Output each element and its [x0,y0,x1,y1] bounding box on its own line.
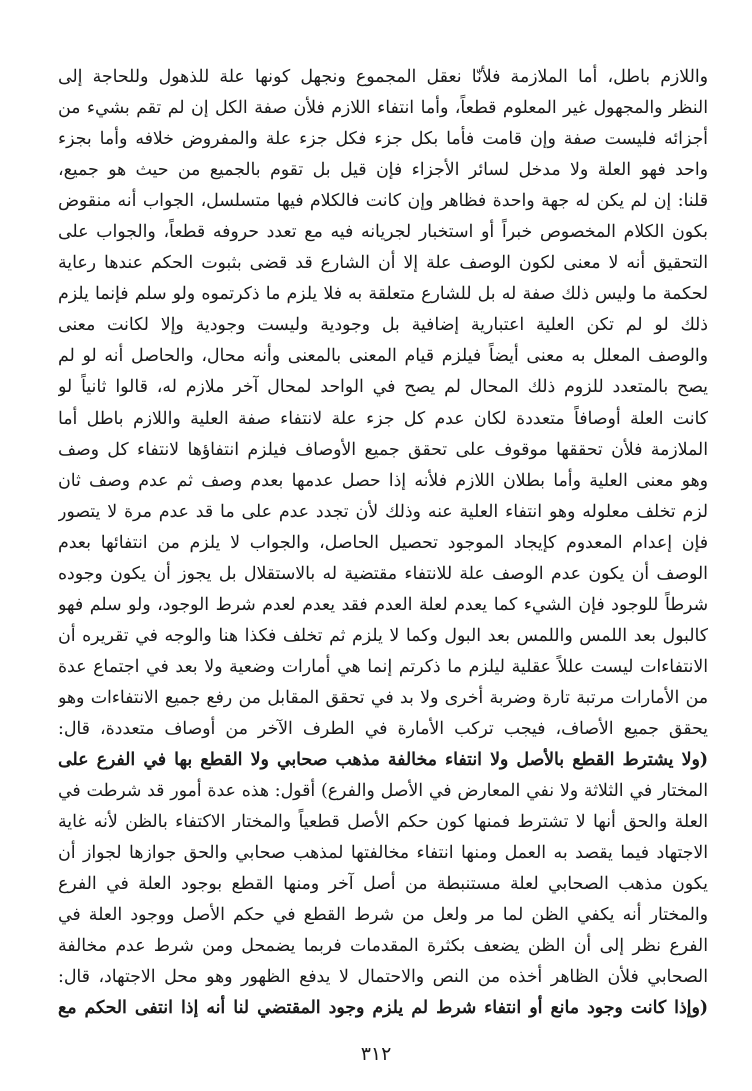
text-line: المختار في الثلاثة ولا نفي المعارض في الأصل والفرع) أقول: هذه عدة أمور قد شرطت في [58,781,708,802]
text-line: العلة والحق أنها لا تشترط فمنها كون حكم الأصل قطعياً والمختار الاكتفاء بالظن لأنه غاية [58,812,708,833]
text-line: يصح بالمتعدد للزوم ذلك المحال لم يصح في الواحد لمحال آخر ملازم له، قالوا ثانياً لو [58,377,708,398]
text-line: والمختار أنه يكفي الظن لما مر ولعل من شرط القطع في حكم الأصل ووجود العلة في [58,905,708,926]
text-line: بكون الكلام المخصوص خبراً أو استخبار لجريانه فيه مع تعدد حروفه قطعاً، والجواب على [58,222,708,243]
matn-line: (ولا يشترط القطع بالأصل ولا انتفاء مخالفة مذهب صحابي ولا القطع بها في الفرع على [58,750,708,771]
text-line: فإن إعدام المعدوم كإيجاد الموجود تحصيل الحاصل، والجواب لا يلزم من انتفائها بعدم [58,532,708,553]
text-line: وهو معنى العلية وأما بطلان اللازم فلأنه إذا حصل عدمها بعدم وصف ثم عدم وصف ثان [58,470,708,491]
text-line: ذلك لو لم تكن العلية اعتبارية إضافية بل وجودية وليست وجودية وإلا لكانت معنى [58,315,708,336]
text-line: النظر والمجهول غير المعلوم قطعاً، وأما انتفاء اللازم فلأن صفة الكل إن لم تقم بشيء من [58,98,708,119]
text-line: شرطاً للوجود فإن الشيء كما يعدم لعلة العدم فقد يعدم لعدم شرط الوجود، ولو سلم فهو [58,594,708,615]
page-body [58,62,708,1024]
text-line: أجزائه فليست صفة وإن قامت فأما بكل جزء فكل جزء علة والمفروض خلافه وأما بجزء [58,129,708,150]
text-line: كانت العلة أوصافاً متعددة لكان عدم كل جزء علة لانتفاء صفة العلية واللازم باطل أما [58,408,708,429]
text-line: التحقيق أنه لا معنى لكون الوصف علة إلا أن الشارع قد قضى بثبوت الحكم عندها رعاية [58,253,708,274]
text-line: واللازم باطل، أما الملازمة فلأنّا نعقل المجموع ونجهل كونها علة للذهول وللحاجة إلى [58,67,708,87]
text-line: من الأمارات مرتبة تارة وضربة أخرى ولا بد في تحقق المقابل من رفع جميع الانتفاءات وهو [58,687,708,708]
text-line: الوصف أن يكون عدم الوصف علة للانتفاء مقتضية له بالاستقلال بل يجوز أن يكون وجوده [58,563,708,584]
text-line: يحقق جميع الأصاف، فيجب تركب الأمارة في الطرف الآخر من أوصاف متعددة، قال: [58,718,708,739]
text-line: الاجتهاد فيما يقصد به العمل ومنها انتفاء مخالفتها لمذهب صحابي والحق جوازها لجواز أن [58,843,708,864]
text-line: والوصف المعلل به معنى أيضاً فيلزم قيام المعنى بالمعنى وأنه محال، والحاصل أنه لو لم [58,346,708,367]
text-line: الفرع نظر إلى أن الظن يضعف بكثرة المقدمات فربما يضمحل ومن شرط عدم مخالفة [58,936,708,957]
text-line: الصحابي فلأن الظاهر أخذه من النص والاحتمال لا يدفع الظهور وهو محل الاجتهاد، قال: [58,967,708,988]
text-line: الانتفاءات ليست عللاً عقلية ليلزم ما ذكرتم إنما هي أمارات وضعية ولا بعد في اجتماع عدة [58,656,708,677]
page-number: ٣١٢ [360,1043,392,1065]
text-line: الملازمة فلأن تحققها موقوف على تحقق جميع الأوصاف فيلزم انتفاؤها لانتفاء كل وصف [58,439,708,460]
matn-line: (وإذا كانت وجود مانع أو انتفاء شرط لم يلزم وجود المقتضي لنا أنه إذا انتفى الحكم مع [58,998,708,1019]
text-line: واحد فهو العلة ولا مدخل لسائر الأجزاء فإن قيل بل تقوم بالجميع من حيث هو جميع، [58,160,708,181]
text-line: قلنا: إن لم يكن له جهة واحدة فظاهر وإن كانت فالكلام فيها متسلسل، الجواب أنه منقوض [58,191,708,212]
text-line: لزم تخلف معلوله وهو انتفاء العلية عنه وذلك لأن تجدد عدم على ما قد عدم مرة لا يتصور [58,501,708,522]
text-line: كالبول بعد اللمس واللمس بعد البول وكما لا يلزم ثم تخلف فكذا هنا والوجه في تقريره أن [58,625,708,646]
text-line: لحكمة ما وليس ذلك صفة له بل للشارع متعلقة به فلا يلزم ما ذكرتموه ولو سلم فإنما يلزم [58,284,708,305]
text-line: يكون مذهب الصحابي لعلة مستنبطة من أصل آخر ومنها القطع بوجود العلة في الفرع [58,874,708,895]
